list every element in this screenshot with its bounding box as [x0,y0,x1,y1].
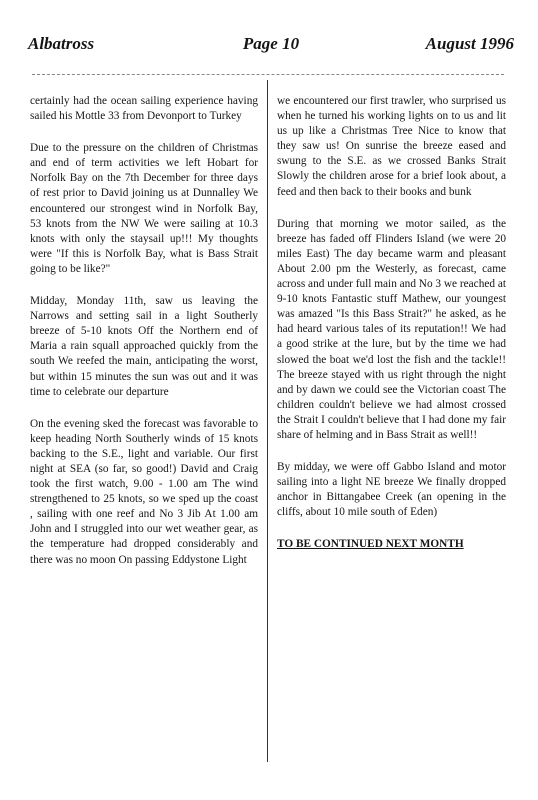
to-be-continued-note: TO BE CONTINUED NEXT MONTH [277,538,464,551]
header-rule [32,74,504,75]
paragraph: Due to the pressure on the children of Christmas and end of term activities we left Hobart for Norfolk Bay on the 7th December for three days of rest prior to David joining us at Dunnalley We encountered our strongest wind in Norfolk Bay, 53 knots from the NW We were sailing at 10.3 knots with only the staysail up!!! My thoughts were "If this is Norfolk Bay, what is Bass Strait going to be like?" [30,142,258,275]
page-number: Page 10 [242,34,300,53]
issue-date: August 1996 [425,34,514,53]
paragraph: During that morning we motor sailed, as the breeze has faded off Flinders Island (we were 20 miles East) The day became warm and pleasant About 2.00 pm the Westerly, as forecast, came across and under full main and No 3 we reached at 9-10 knots Fantastic stuff Mathew, our youngest was amazed "Is this Bass Strait?" he asked, as he had heard various tales of its reputation!! We had a good strike at the lure, but by the time we had slowed the boat we'd lost the fish and the tackle!! The breeze stayed with us right through the night and by dawn we could see the Victorian coast The children couldn't believe we had almost crossed the Strait I couldn't believe that I had done my fair share of helming and in Bass Strait as well!! [277,217,506,441]
page-header [28,34,514,60]
paragraph: we encountered our first trawler, who surprised us when he turned his working lights on to us and lit us up like a Christmas Tree Nice to know that they saw us! On sunrise the breeze eased and swung to the S.E. as we crossed Banks Strait Slowly the children arose for a brief look about, a feed and then back to their books and bunk [277,95,506,198]
newsletter-title: Albatross [28,34,95,53]
paragraph: certainly had the ocean sailing experience having sailed his Mottle 33 from Devonport to Turkey [30,95,258,123]
column-divider [267,80,268,762]
paragraph: Midday, Monday 11th, saw us leaving the Narrows and setting sail in a light Southerly breeze of 5-10 knots Off the Northern end of Maria a rain squall approached quickly from the south We reefed the main, anticipating the worst, but within 15 minutes the sun was out and it was time to celebrate our departure [30,295,258,398]
right-column [277,94,506,553]
paragraph: By midday, we were off Gabbo Island and motor sailing into a light NE breeze We finally dropped anchor in Bittangabee Creek (an opening in the cliffs, about 10 mile south of Eden) [277,461,506,519]
paragraph: On the evening sked the forecast was favorable to keep heading North Southerly winds of 15 knots backing to the S.E., light and variable. Our first night at SEA (so far, so good!) David and Craig took the first watch, 9.00 - 1.00 am The wind strengthened to 25 knots, so we sped up the coast , sailing with one reef and No 3 Jib At 1.00 am John and I struggled into our wet weather gear, as the temperature had dropped considerably and there was no moon On passing Eddystone Light [30,417,258,566]
left-column [30,94,258,585]
